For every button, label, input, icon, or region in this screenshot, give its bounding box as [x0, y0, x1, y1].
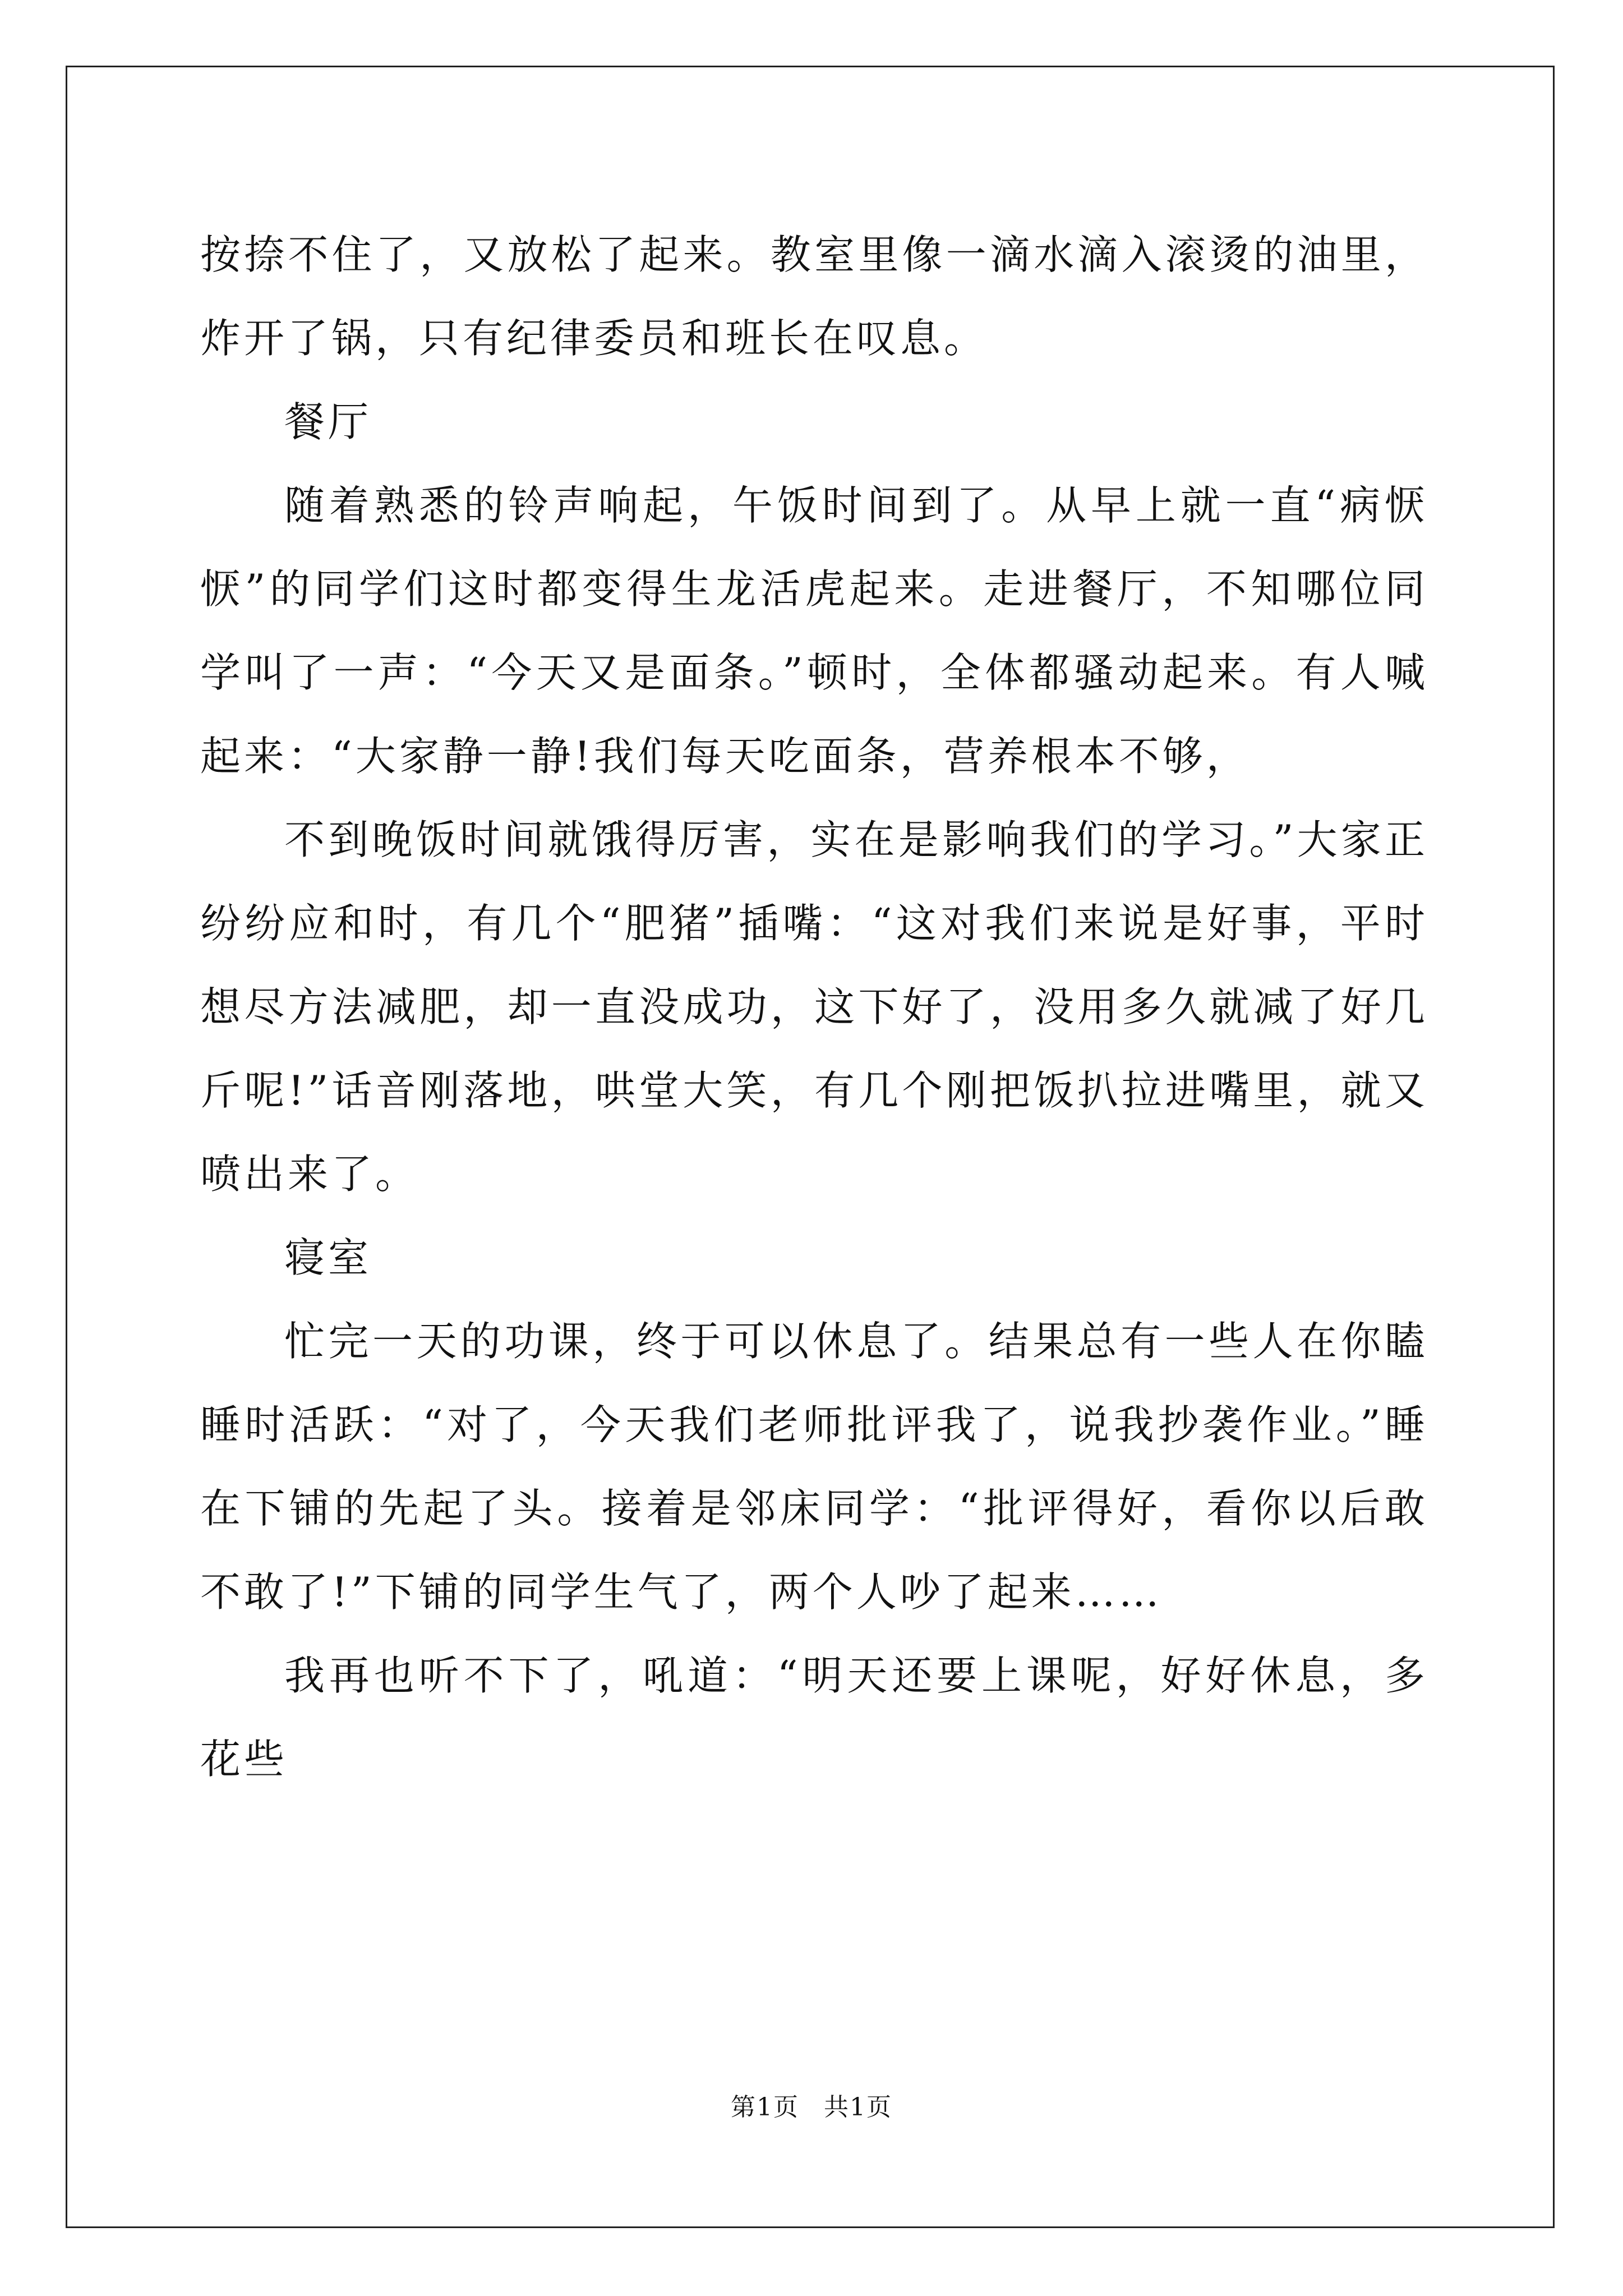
- page-total: 共1页: [824, 2093, 892, 2122]
- section-heading-dormitory: 寝室: [284, 1234, 372, 1281]
- document-body: [200, 213, 1428, 1801]
- paragraph-canteen-2: 不到晚饭时间就饿得厉害，实在是影响我们的学习。”大家正纷纷应和时，有几个“肥猪”插嘴：“这对我们来说是好事，平时想尽方法减肥，却一直没成功，这下好了，没用多久就减了好几斤呢!”话音刚落地，哄堂大笑，有几个刚把饭扒拉进嘴里，就又喷出来了。: [200, 816, 1428, 1198]
- page-number: 第1页: [731, 2093, 799, 2122]
- paragraph-continued: 按捺不住了，又放松了起来。教室里像一滴水滴入滚烫的油里，炸开了锅，只有纪律委员和班长在叹息。: [200, 231, 1428, 362]
- paragraph-dormitory-1: 忙完一天的功课，终于可以休息了。结果总有一些人在你瞌睡时活跃：“对了，今天我们老师批评我了，说我抄袭作业。”睡在下铺的先起了头。接着是邻床同学：“批评得好，看你以后敢不敢了!”下铺的同学生气了，两个人吵了起来……: [200, 1318, 1428, 1616]
- page-footer: [0, 2087, 1623, 2123]
- paragraph-canteen-1: 随着熟悉的铃声响起，午饭时间到了。从早上就一直“病恹恹”的同学们这时都变得生龙活虎起来。走进餐厅，不知哪位同学叫了一声：“今天又是面条。”顿时，全体都骚动起来。有人喊起来：“大家静一静!我们每天吃面条，营养根本不够，: [200, 482, 1428, 780]
- paragraph-dormitory-2: 我再也听不下了，吼道：“明天还要上课呢，好好休息，多花些: [200, 1652, 1428, 1783]
- section-heading-canteen: 餐厅: [284, 398, 372, 445]
